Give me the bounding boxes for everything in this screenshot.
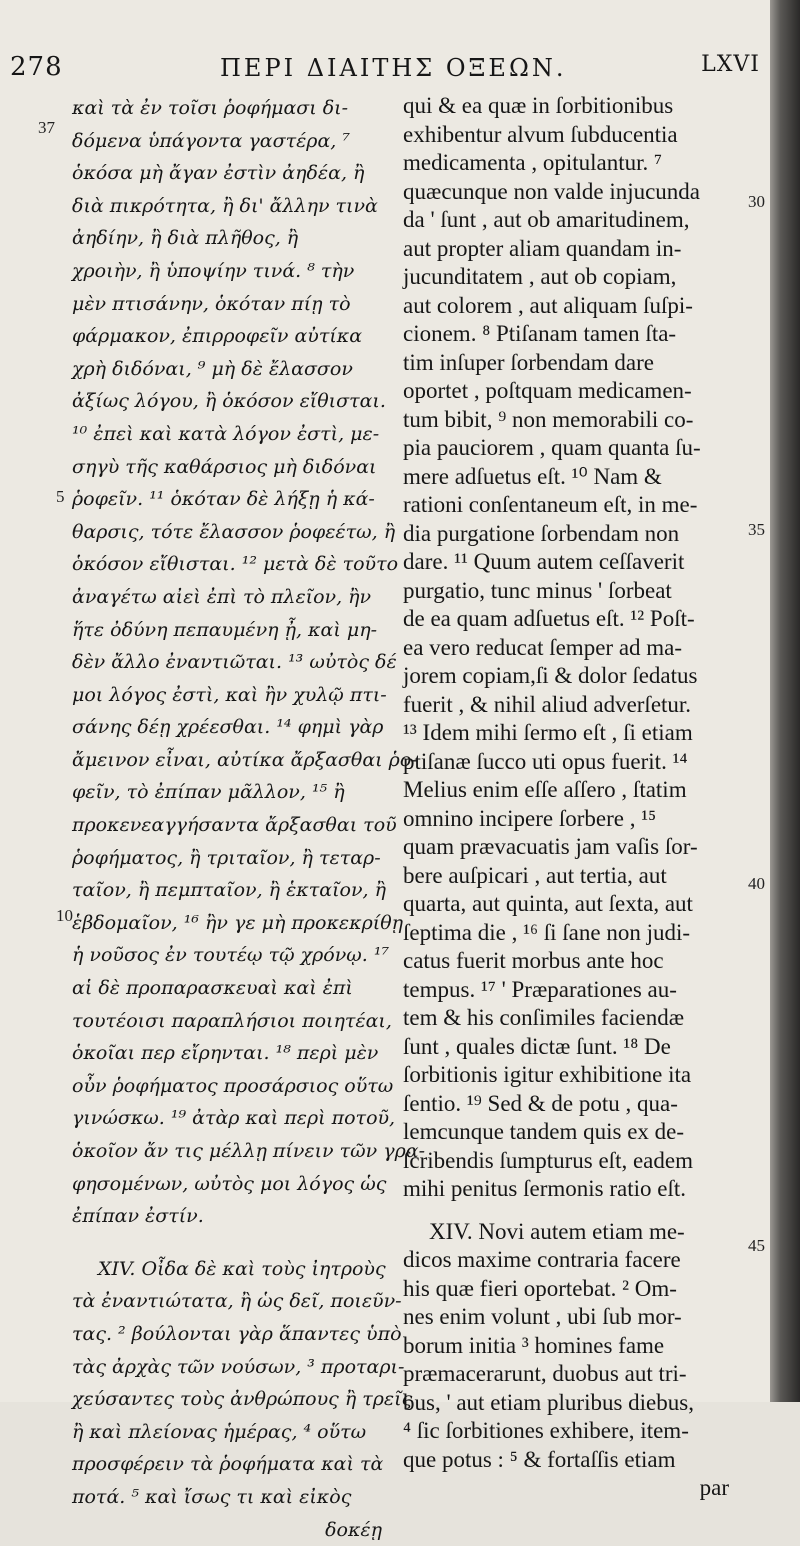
text-line: quæcunque non valde injucunda (403, 178, 701, 204)
text-line: αἱ δὲ προπαρασκευαὶ καὶ ἐπὶ (72, 977, 353, 1000)
text-line: his quæ fieri oportebat. ² Om- (403, 1275, 677, 1301)
text-line: nes enim volunt , ubi ſub mor- (403, 1304, 682, 1329)
text-line: Melius enim eſſe aſſero , ſtatim (403, 777, 687, 802)
text-line: præmacerarunt, duobus aut tri- (403, 1361, 687, 1386)
text-line: ἐπίπαν ἐστίν. (72, 1205, 204, 1228)
text-line: ſcribendis ſumpturus eſt, eadem (403, 1147, 693, 1173)
page-header (10, 52, 760, 92)
text-line: διὰ πικρότητα, ἢ δι' ἄλλην τινὰ (72, 194, 378, 217)
text-line: χροιὴν, ἢ ὑποψίην τινά. ⁸ τὴν (72, 259, 355, 282)
text-line: da ' ſunt , aut ob amaritudinem, (403, 207, 690, 232)
text-line: οὖν ῥοφήματος προσάρσιος οὕτω (72, 1074, 394, 1097)
text-line: ſunt , quales dictæ ſunt. ¹⁸ De (403, 1033, 671, 1059)
text-line: mihi penitus ſermonis ratio eſt. (403, 1176, 686, 1201)
text-line: tempus. ¹⁷ ' Præparationes au- (403, 976, 677, 1002)
text-line: bere auſpicari , aut tertia, aut (403, 862, 667, 888)
text-line: δὲν ἄλλο ἐναντιῶται. ¹³ ωὐτὸς δέ (72, 651, 397, 674)
latin-paragraph-xiv (403, 1218, 733, 1503)
text-line: προκενεαγγήσαντα ἄρξασθαι τοῦ (72, 814, 397, 837)
text-line: medicamenta , opitulantur. ⁷ (403, 150, 663, 175)
text-line: ἀξίως λόγου, ἢ ὁκόσον εἴθισται. (72, 390, 386, 413)
text-line: τὰ ἐναντιώτατα, ἢ ὡς δεῖ, ποιεῦν- (72, 1290, 402, 1313)
page-edge-shadow (770, 0, 800, 1402)
text-line: ea vero reducat ſemper ad ma- (403, 634, 683, 660)
text-line: quam prævacuatis jam vaſis ſor- (403, 834, 698, 859)
margin-line-number: 30 (748, 192, 765, 211)
running-title: ΠΕΡΙ ΔΙΑΙΤΗΣ ΟΞΕΩΝ. (220, 54, 567, 82)
text-line: de ea quam adſuetus eſt. ¹² Poſt- (403, 606, 695, 631)
text-line: qui & ea quæ in ſorbitionibus (403, 93, 674, 118)
text-line: τας. ² βούλονται γὰρ ἅπαντες ὑπὸ (72, 1322, 402, 1345)
catchword: par (699, 1475, 729, 1500)
text-line: ⁴ ſic ſorbitiones exhibere, item- (403, 1418, 689, 1443)
text-line: que potus : ⁵ & fortaſſis etiam (403, 1446, 676, 1472)
text-line: ἑβδομαῖον, ¹⁶ ἢν γε μὴ προκεκρίθῃ (72, 911, 404, 934)
text-line: dia purgatione ſorbendam non (403, 520, 680, 546)
text-line: cionem. ⁸ Ptiſanam tamen ſta- (403, 321, 677, 346)
margin-line-number: 10 (56, 906, 73, 925)
text-line: φησομένων, ωὐτὸς μοι λόγος ὡς (72, 1172, 387, 1195)
text-line: oportet , poſtquam medicamen- (403, 378, 692, 403)
text-line: aut propter aliam quandam in- (403, 235, 682, 261)
text-line: φάρμακον, ἐπιρροφεῖν αὐτίκα (72, 325, 363, 348)
text-line: tum bibit, ⁹ non memorabili co- (403, 406, 694, 432)
text-line: quarta, aut quinta, aut ſexta, aut (403, 891, 693, 916)
page-number: 278 (10, 52, 63, 82)
section-number: LXVI (701, 52, 760, 77)
text-line: ὁκόσον εἴθισται. ¹² μετὰ δὲ τοῦτο (72, 553, 399, 576)
greek-text-column (72, 92, 426, 1546)
text-line: τὰς ἀρχὰς τῶν νούσων, ³ προταρι- (72, 1355, 405, 1378)
text-line: dare. ¹¹ Quum autem ceſſaverit (403, 549, 685, 574)
latin-paragraph (403, 92, 733, 1204)
text-line: ἡ νοῦσος ἐν τουτέῳ τῷ χρόνῳ. ¹⁷ (72, 944, 390, 967)
text-line: exhibentur alvum ſubducentia (403, 121, 678, 147)
text-line: ποτά. ⁵ καὶ ἴσως τι καὶ εἰκὸς (72, 1485, 352, 1508)
text-line: γινώσκω. ¹⁹ ἀτὰρ καὶ περὶ ποτοῦ, (72, 1107, 396, 1130)
text-line: ἥτε ὀδύνη πεπαυμένη ᾖ, καὶ μη- (72, 618, 377, 641)
text-line: δόμενα ὑπάγοντα γαστέρα, ⁷ (72, 129, 350, 152)
text-line: purgatio, tunc minus ' ſorbeat (403, 577, 672, 603)
text-line: ſentio. ¹⁹ Sed & de potu , qua- (403, 1090, 678, 1116)
text-line: καὶ τὰ ἐν τοῖσι ῥοφήμασι δι- (72, 97, 349, 119)
text-line: XIV. Novi autem etiam me- (429, 1218, 685, 1244)
text-line: mere adſuetus eſt. ¹⁰ Nam & (403, 463, 662, 489)
text-line: bus, ' aut etiam pluribus diebus, (403, 1389, 694, 1415)
text-line: ſorbitionis igitur exhibitione ita (403, 1062, 692, 1087)
text-line: προσφέρειν τὰ ῥοφήματα καὶ τὰ (72, 1453, 384, 1476)
text-line: χεύσαντες τοὺς ἀνθρώπους ἢ τρεῖς (72, 1388, 413, 1411)
text-line: θαρσις, τότε ἔλασσον ῥοφεέτω, ἢ (72, 520, 396, 543)
text-line: χρὴ διδόναι, ⁹ μὴ δὲ ἔλασσον (72, 357, 353, 380)
margin-line-number: 37 (38, 118, 55, 137)
text-line: μοι λόγος ἐστὶ, καὶ ἢν χυλῷ πτι- (72, 683, 387, 706)
text-line: ὁκόσα μὴ ἄγαν ἐστὶν ἀηδέα, ἢ (72, 162, 365, 185)
greek-paragraph-xiv (72, 1253, 413, 1546)
text-line: ἄμεινον εἶναι, αὐτίκα ἄρξασθαι ῥο- (72, 748, 418, 771)
text-line: fuerit , & nihil aliud adverſetur. (403, 691, 692, 717)
text-line: ὁκοῖαι περ εἴρηνται. ¹⁸ περὶ μὲν (72, 1042, 379, 1065)
text-line: jucunditatem , aut ob copiam, (403, 264, 677, 289)
margin-line-number: 5 (56, 487, 65, 506)
text-line: ptiſanæ ſucco uti opus fuerit. ¹⁴ (403, 748, 688, 774)
margin-line-number: 35 (748, 520, 765, 539)
text-line: dicos maxime contraria facere (403, 1247, 681, 1272)
text-line: ſeptima die , ¹⁶ ſi ſane non judi- (403, 919, 691, 945)
text-line: catus fuerit morbus ante hoc (403, 948, 664, 973)
text-line: ταῖον, ἢ πεμπταῖον, ἢ ἑκταῖον, ἢ (72, 879, 386, 902)
text-line: tim inſuper ſorbendam dare (403, 349, 655, 375)
margin-line-number: 45 (748, 1236, 765, 1255)
text-line: ἀναγέτω αἰεὶ ἐπὶ τὸ πλεῖον, ἢν (72, 585, 372, 608)
latin-text-column (403, 92, 733, 1503)
text-line: aut colorem , aut aliquam ſuſpi- (403, 292, 693, 318)
text-line: φεῖν, τὸ ἐπίπαν μᾶλλον, ¹⁵ ἢ (72, 781, 345, 804)
text-line: omnino incipere ſorbere , ¹⁵ (403, 805, 657, 831)
text-line: σάνης δέῃ χρέεσθαι. ¹⁴ φημὶ γὰρ (72, 716, 384, 739)
text-line: tem & his conſimiles faciendæ (403, 1005, 685, 1030)
text-line: ¹⁰ ἐπεὶ καὶ κατὰ λόγον ἐστὶ, με- (72, 422, 380, 445)
greek-paragraph (72, 92, 426, 1233)
text-line: borum initia ³ homines fame (403, 1332, 665, 1358)
text-line: jorem copiam,ſi & dolor ſedatus (403, 663, 698, 688)
text-line: ῥοφεῖν. ¹¹ ὁκόταν δὲ λήξῃ ἡ κά- (72, 488, 375, 511)
text-line: τουτέοισι παραπλήσιοι ποιητέαι, (72, 1009, 392, 1032)
text-line: pia pauciorem , quam quanta ſu- (403, 435, 701, 460)
text-line: ῥοφήματος, ἢ τριταῖον, ἢ τεταρ- (72, 846, 381, 869)
text-line: XIV. Οἶδα δὲ καὶ τοὺς ἰητροὺς (98, 1257, 386, 1280)
text-line: ἀηδίην, ἢ διὰ πλῆθος, ἢ (72, 227, 299, 250)
text-line: ¹³ Idem mihi ſermo eſt , ſi etiam (403, 720, 693, 745)
text-line: μὲν πτισάνην, ὁκόταν πίῃ τὸ (72, 292, 351, 315)
text-line: σηγὺ τῆς καθάρσιος μὴ διδόναι (72, 455, 377, 478)
text-line: ἢ καὶ πλείονας ἡμέρας, ⁴ οὕτω (72, 1420, 367, 1443)
text-line: lemcunque tandem quis ex de- (403, 1119, 685, 1144)
margin-line-number: 40 (748, 874, 765, 893)
catchword: δοκέῃ (325, 1518, 382, 1541)
text-line: rationi conſentaneum eſt, in me- (403, 492, 698, 517)
text-line: ὁκοῖον ἄν τις μέλλῃ πίνειν τῶν γρα- (72, 1140, 426, 1162)
